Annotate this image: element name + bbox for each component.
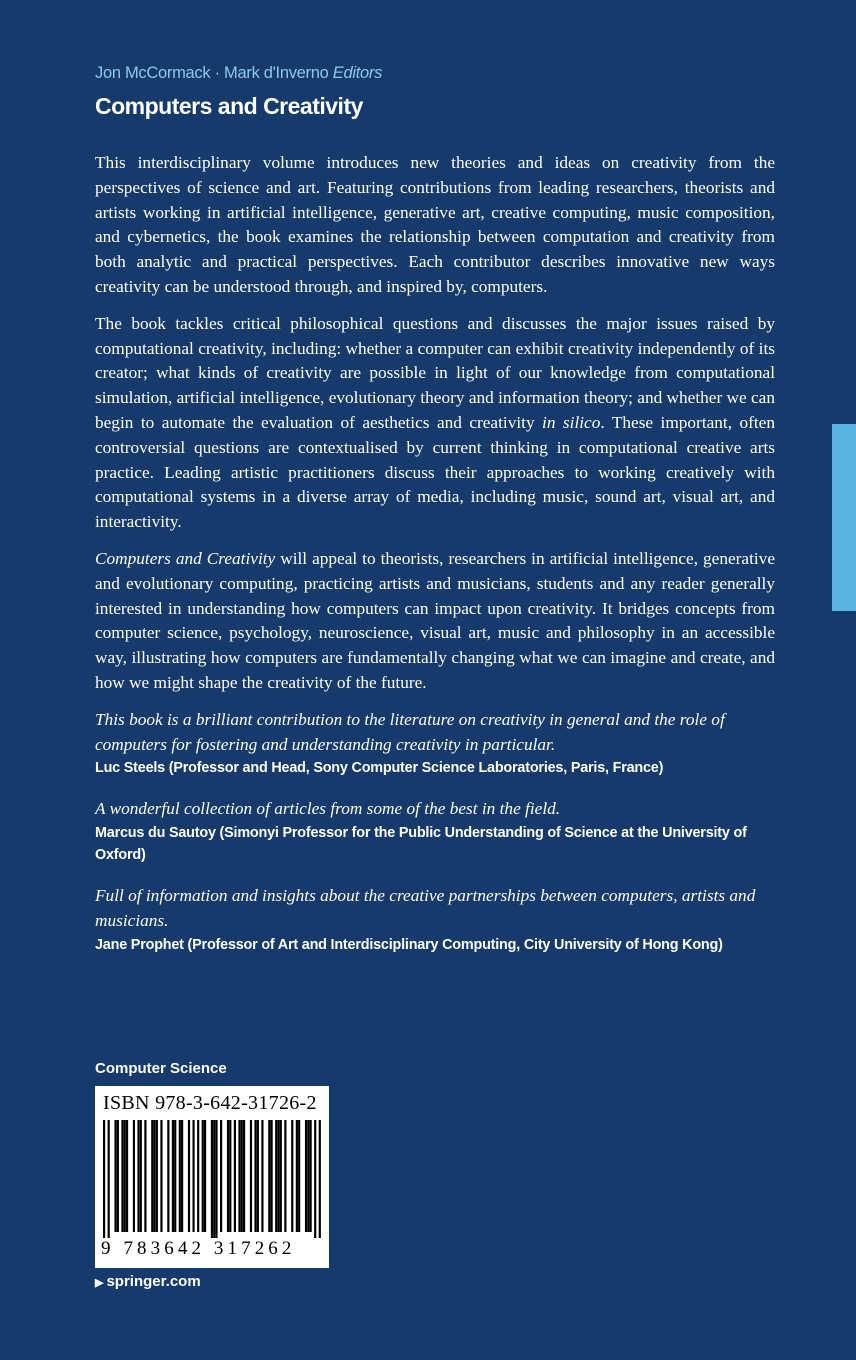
- quote-attribution: Jane Prophet (Professor of Art and Interdisciplinary Computing, City University of Hong Kong): [95, 936, 723, 953]
- barcode-bar: [227, 1120, 229, 1232]
- barcode-bar: [103, 1120, 105, 1238]
- barcode-bar: [151, 1120, 153, 1232]
- barcode-bar: [257, 1120, 259, 1232]
- barcode-bar: [275, 1120, 277, 1232]
- barcode-bar: [271, 1120, 273, 1232]
- back-cover-text: [95, 151, 775, 974]
- barcode-bar: [280, 1120, 282, 1232]
- publisher-website[interactable]: [95, 1273, 201, 1290]
- barcode-bar: [204, 1120, 206, 1232]
- barcode-bar: [126, 1120, 128, 1232]
- barcode-bar: [211, 1120, 213, 1238]
- isbn-label: ISBN 978-3-642-31726-2: [103, 1092, 317, 1114]
- website-label: springer.com: [106, 1273, 201, 1290]
- barcode-bar: [319, 1120, 321, 1238]
- p2-italic: in silico: [542, 412, 601, 432]
- quote-attribution: Marcus du Sautoy (Simonyi Professor for the Public Understanding of Science at the University of Oxford): [95, 825, 747, 864]
- quote-text: This book is a brilliant contribution to the literature on creativity in general and the role of computers for fostering and understanding creativity in particular.: [95, 709, 725, 754]
- barcode-bar: [296, 1120, 298, 1232]
- barcode-bar: [215, 1120, 217, 1238]
- barcode-bar: [179, 1120, 181, 1232]
- isbn-barcode: [95, 1086, 329, 1268]
- barcode-bar: [254, 1120, 256, 1232]
- barcode-bar: [250, 1120, 252, 1232]
- description-paragraph-2: [95, 312, 775, 535]
- barcode-bar: [174, 1120, 176, 1232]
- barcode-bar: [192, 1120, 194, 1232]
- barcode-bar: [167, 1120, 169, 1232]
- barcode-bar: [144, 1120, 146, 1232]
- barcode-bar: [229, 1120, 231, 1232]
- triangle-arrow-icon: ▶: [95, 1277, 104, 1289]
- barcode-bar: [305, 1120, 307, 1232]
- barcode-bar: [140, 1120, 142, 1232]
- subject-category: Computer Science: [95, 1060, 227, 1077]
- barcode-bar: [133, 1120, 135, 1232]
- p3-text: will appeal to theorists, researchers in artificial intelligence, generative and evolutionary computing, practicing artists and musicians, students and any reader generally interested in understanding how computers can impact upon creativity. It bridges concepts from computer science, psychology, neuroscience, visual art, music and philosophy in an accessible way, illustrating how computers are fundamentally changing what we can imagine and create, and how we might shape the creativity of the future.: [95, 548, 775, 692]
- barcode-bar: [137, 1120, 139, 1232]
- barcode-bar: [307, 1120, 309, 1232]
- barcode-bar: [202, 1120, 204, 1232]
- editors-names: Jon McCormack · Mark d'Inverno: [95, 64, 329, 82]
- barcode-bar: [181, 1120, 183, 1232]
- p2-text-b: . These important, often controversial questions are contextualised by current thinking in computational creative arts practice. Leading artistic practitioners discuss their approaches to working creatively with computational systems in a diverse array of media, including music, sound art, visual art, and interactivity.: [95, 412, 775, 532]
- quote-text: Full of information and insights about the creative partnerships between computers, artists and musicians.: [95, 886, 756, 930]
- quote-text: A wonderful collection of articles from some of the best in the field.: [95, 799, 561, 819]
- endorsement-quote: [95, 797, 775, 866]
- barcode-bar: [114, 1120, 116, 1232]
- editors-role: Editors: [332, 64, 383, 82]
- barcode-bar: [153, 1120, 155, 1232]
- barcode-bar: [284, 1120, 286, 1232]
- p2-text-a: The book tackles critical philosophical questions and discusses the major issues raised by computational creativity, including: whether a computer can exhibit creativity independently of its creator; what kinds of creativity are possible in light of our knowledge from computational simulation, artificial intelligence, evolutionary theory and information theory; and whether we can begin to automate the evaluation of aesthetics and creativity: [95, 313, 775, 432]
- book-title: Computers and Creativity: [95, 93, 363, 119]
- barcode-bar: [108, 1120, 110, 1238]
- barcode-bar: [156, 1120, 158, 1232]
- barcode-bar: [291, 1120, 293, 1232]
- barcode-bar: [220, 1120, 222, 1232]
- barcode-bar: [241, 1120, 243, 1232]
- barcode-bar: [298, 1120, 300, 1232]
- endorsements: [95, 708, 775, 956]
- description-paragraph-3: [95, 547, 775, 696]
- isbn-digits: 9 783642 317262: [101, 1238, 296, 1259]
- barcode-bar: [277, 1120, 279, 1232]
- barcode-bar: [243, 1120, 245, 1232]
- barcode-bar: [213, 1120, 215, 1238]
- barcode-bar: [261, 1120, 263, 1232]
- barcode-bar: [117, 1120, 119, 1232]
- p3-italic-title: Computers and Creativity: [95, 548, 276, 568]
- barcode-bars: [103, 1120, 321, 1238]
- barcode-bar: [160, 1120, 162, 1232]
- barcode-bar: [197, 1120, 199, 1232]
- barcode-bar: [314, 1120, 316, 1238]
- spine-accent-tab: [832, 424, 856, 611]
- endorsement-quote: [95, 884, 775, 956]
- quote-attribution: Luc Steels (Professor and Head, Sony Computer Science Laboratories, Paris, France): [95, 760, 664, 777]
- editors-line: [95, 64, 382, 83]
- barcode-bar: [172, 1120, 174, 1232]
- barcode-bar: [234, 1120, 236, 1232]
- barcode-bar: [121, 1120, 123, 1232]
- barcode-bar: [188, 1120, 190, 1232]
- barcode-bar: [310, 1120, 312, 1232]
- barcode-bar: [238, 1120, 240, 1232]
- barcode-bar: [268, 1120, 270, 1232]
- barcode-bar: [124, 1120, 126, 1232]
- endorsement-quote: [95, 708, 775, 780]
- description-paragraph-1: This interdisciplinary volume introduces new theories and ideas on creativity from the perspectives of science and art. Featuring contributions from leading researchers, theorists and artists working in artificial intelligence, generative art, creative computing, music composition, and cybernetics, the book examines the relationship between computation and creativity from both analytic and practical perspectives. Each contributor describes innovative new ways creativity can be understood through, and inspired by, computers.: [95, 153, 775, 296]
